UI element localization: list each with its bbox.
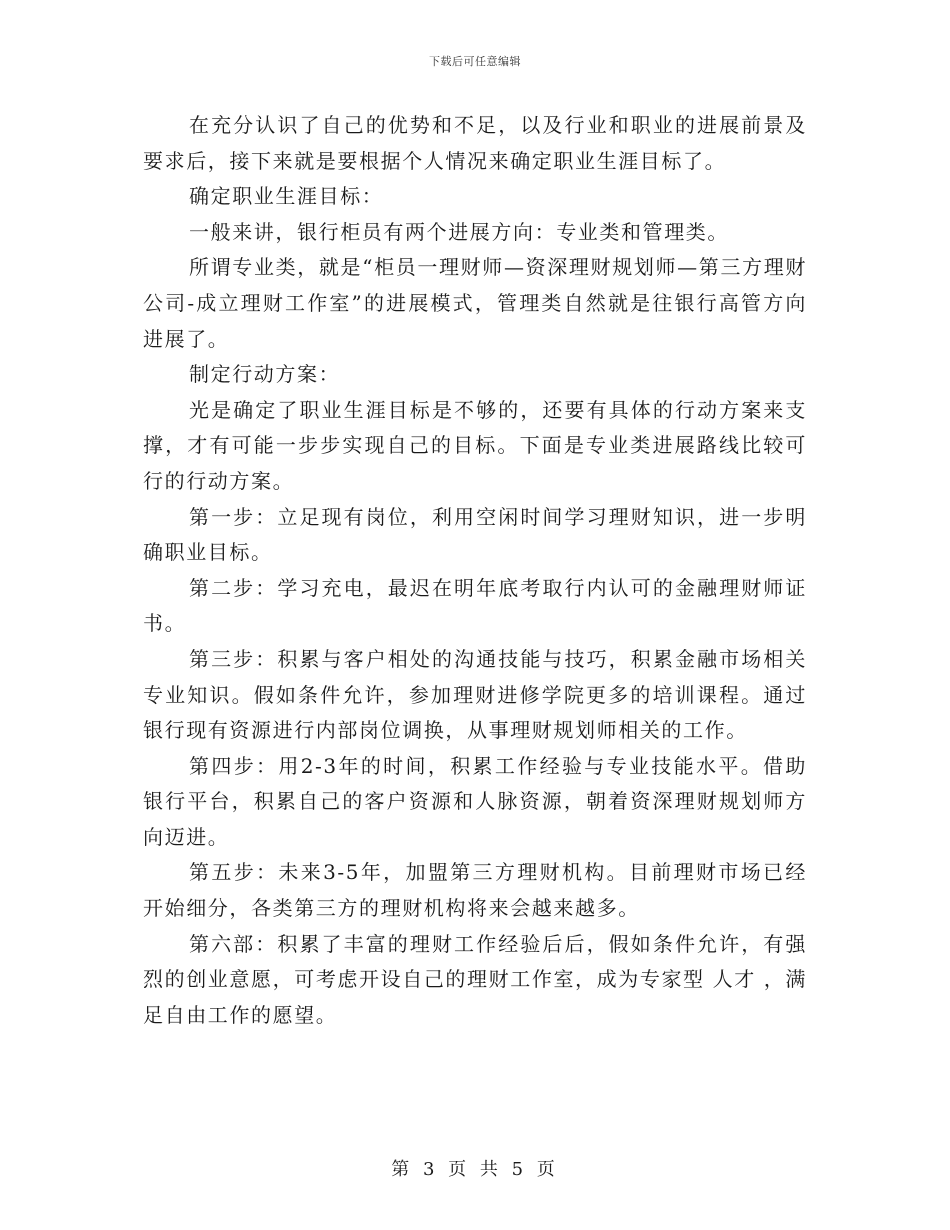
step-paragraph: 第一步：立足现有岗位，利用空闲时间学习理财知识，进一步明确职业目标。 xyxy=(143,504,807,565)
step-paragraph: 第二步：学习充电，最迟在明年底考取行内认可的金融理财师证书。 xyxy=(143,575,807,636)
step-paragraph: 第四步：用2-3年的时间，积累工作经验与专业技能水平。借助银行平台，积累自己的客户资源和人脉资源，朝着资深理财规划师方向迈进。 xyxy=(143,753,807,849)
step-paragraph: 第三步：积累与客户相处的沟通技能与技巧，积累金融市场相关专业知识。假如条件允许，参加理财进修学院更多的培训课程。通过银行现有资源进行内部岗位调换，从事理财规划师相关的工作。 xyxy=(143,646,807,743)
document-body xyxy=(143,108,807,1033)
page-header: 下载后可任意编辑 xyxy=(429,55,521,68)
section-heading: 制定行动方案： xyxy=(189,362,341,387)
paragraph: 在充分认识了自己的优势和不足，以及行业和职业的进展前景及要求后，接下来就是要根据个人情况来确定职业生涯目标了。 xyxy=(143,113,807,173)
step-paragraph: 第五步：未来3-5年，加盟第三方理财机构。目前理财市场已经开始细分，各类第三方的理财机构将来会越来越多。 xyxy=(143,860,807,921)
paragraph: 光是确定了职业生涯目标是不够的，还要有具体的行动方案来支撑，才有可能一步步实现自己的目标。下面是专业类进展路线比较可行的行动方案。 xyxy=(143,397,807,493)
paragraph: 一般来讲，银行柜员有两个进展方向：专业类和管理类。 xyxy=(189,219,729,244)
paragraph: 所谓专业类，就是“柜员一理财师—资深理财规划师—第三方理财公司-成立理财工作室”的进展模式，管理类自然就是往银行高管方向进展了。 xyxy=(143,255,807,351)
page-number: 第 3 页 共 5 页 xyxy=(391,1159,559,1180)
section-heading: 确定职业生涯目标： xyxy=(189,184,384,209)
step-paragraph: 第六部：积累了丰富的理财工作经验后后，假如条件允许，有强烈的创业意愿，可考虑开设自己的理财工作室，成为专家型 人才 ，满足自由工作的愿望。 xyxy=(143,931,807,1027)
